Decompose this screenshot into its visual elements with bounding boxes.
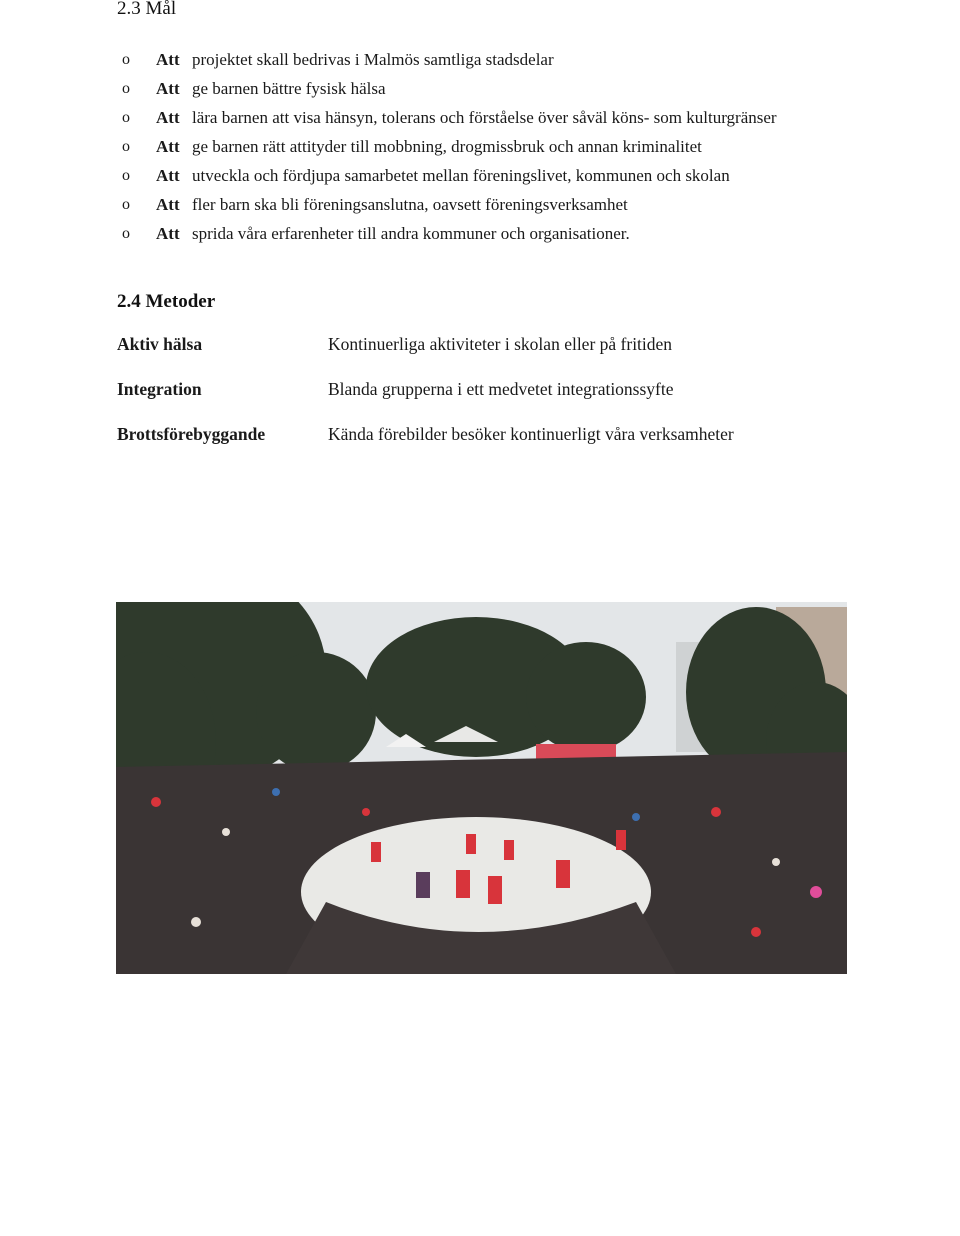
list-item (122, 192, 912, 221)
bullet-icon: o (122, 167, 130, 184)
bullet-icon: o (122, 51, 130, 68)
goal-text: ge barnen rätt attityder till mobbning, drogmissbruk och annan kriminalitet (192, 137, 702, 156)
method-name: Aktiv hälsa (117, 334, 203, 354)
goal-prefix: Att (156, 79, 180, 98)
goal-text: ge barnen bättre fysisk hälsa (192, 79, 386, 98)
method-description: Blanda grupperna i ett medvetet integrationssyfte (328, 379, 674, 399)
bullet-icon: o (122, 80, 130, 97)
goal-prefix: Att (156, 195, 180, 214)
table-row (117, 379, 837, 424)
list-item (122, 105, 912, 134)
event-photo (116, 602, 847, 974)
event-photo-illustration (116, 602, 847, 974)
goal-text: fler barn ska bli föreningsanslutna, oavsett föreningsverksamhet (192, 195, 628, 214)
goal-prefix: Att (156, 108, 180, 127)
list-item (122, 47, 912, 76)
methods-table (117, 334, 837, 469)
method-name: Brottsförebyggande (117, 424, 266, 444)
bullet-icon: o (122, 225, 130, 242)
method-name: Integration (117, 379, 202, 399)
goal-text: sprida våra erfarenheter till andra kommuner och organisationer. (192, 224, 630, 243)
goal-prefix: Att (156, 166, 180, 185)
goal-text: lära barnen att visa hänsyn, tolerans och förståelse över såväl köns- som kulturgränser (192, 108, 777, 127)
goals-list (122, 47, 912, 250)
goal-prefix: Att (156, 50, 180, 69)
table-row (117, 424, 837, 469)
list-item (122, 163, 912, 192)
bullet-icon: o (122, 109, 130, 126)
table-row (117, 334, 837, 379)
method-description: Kända förebilder besöker kontinuerligt våra verksamheter (328, 424, 734, 444)
bullet-icon: o (122, 138, 130, 155)
goal-text: utveckla och fördjupa samarbetet mellan föreningslivet, kommunen och skolan (192, 166, 730, 185)
section-heading-methods: 2.4 Metoder (117, 291, 216, 312)
bullet-icon: o (122, 196, 130, 213)
method-description: Kontinuerliga aktiviteter i skolan eller på fritiden (328, 334, 673, 354)
goal-prefix: Att (156, 224, 180, 243)
goal-prefix: Att (156, 137, 180, 156)
goal-text: projektet skall bedrivas i Malmös samtliga stadsdelar (192, 50, 554, 69)
list-item (122, 221, 912, 250)
list-item (122, 134, 912, 163)
section-heading-goals: 2.3 Mål (117, 0, 177, 19)
list-item (122, 76, 912, 105)
